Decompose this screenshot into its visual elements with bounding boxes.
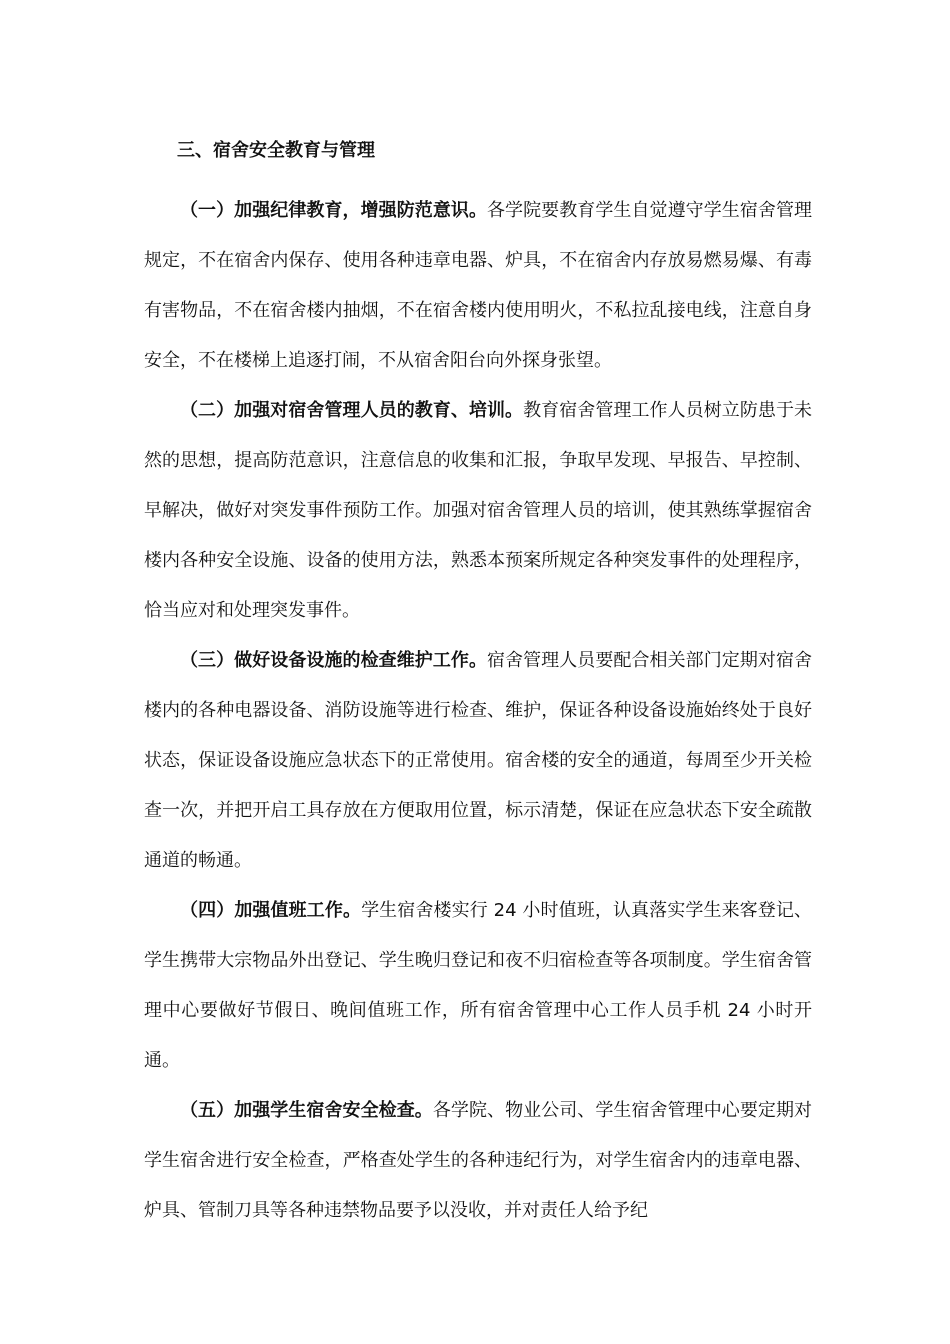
paragraph-4-text: 学生宿舍楼实行 24 小时值班，认真落实学生来客登记、学生携带大宗物品外出登记、学生晚归登记和夜不归宿检查等各项制度。学生宿舍管理中心要做好节假日、晚间值班工作，所有宿舍管理中心工作人员手机 24 小时开通。 — [144, 900, 812, 1071]
paragraph-4 — [144, 886, 812, 1086]
paragraph-3-text: 宿舍管理人员要配合相关部门定期对宿舍楼内的各种电器设备、消防设施等进行检查、维护，保证各种设备设施始终处于良好状态，保证设备设施应急状态下的正常使用。宿舍楼的安全的通道，每周至少开关检查一次，并把开启工具存放在方便取用位置，标示清楚，保证在应急状态下安全疏散通道的畅通。 — [144, 650, 812, 871]
paragraph-2 — [144, 386, 812, 636]
paragraph-5-text: 各学院、物业公司、学生宿舍管理中心要定期对学生宿舍进行安全检查，严格查处学生的各种违纪行为，对学生宿舍内的违章电器、炉具、管制刀具等各种违禁物品要予以没收，并对责任人给予纪 — [144, 1100, 813, 1221]
paragraph-2-lead: （二）加强对宿舍管理人员的教育、培训。 — [180, 400, 524, 421]
section-body — [144, 186, 812, 1236]
paragraph-1 — [144, 186, 812, 386]
paragraph-3 — [144, 636, 812, 886]
paragraph-3-lead: （三）做好设备设施的检查维护工作。 — [180, 650, 487, 671]
paragraph-1-lead: （一）加强纪律教育，增强防范意识。 — [180, 200, 487, 221]
paragraph-5 — [144, 1086, 812, 1236]
paragraph-4-lead: （四）加强值班工作。 — [180, 900, 362, 921]
paragraph-1-text: 各学院要教育学生自觉遵守学生宿舍管理规定，不在宿舍内保存、使用各种违章电器、炉具，不在宿舍内存放易燃易爆、有毒有害物品，不在宿舍楼内抽烟，不在宿舍楼内使用明火，不私拉乱接电线，注意自身安全，不在楼梯上追逐打闹，不从宿舍阳台向外探身张望。 — [144, 200, 812, 371]
paragraph-2-text: 教育宿舍管理工作人员树立防患于未然的思想，提高防范意识，注意信息的收集和汇报，争取早发现、早报告、早控制、早解决，做好对突发事件预防工作。加强对宿舍管理人员的培训，使其熟练掌握宿舍楼内各种安全设施、设备的使用方法，熟悉本预案所规定各种突发事件的处理程序，恰当应对和处理突发事件。 — [144, 400, 813, 621]
section-heading: 三、宿舍安全教育与管理 — [177, 140, 375, 161]
paragraph-5-lead: （五）加强学生宿舍安全检查。 — [180, 1100, 433, 1121]
